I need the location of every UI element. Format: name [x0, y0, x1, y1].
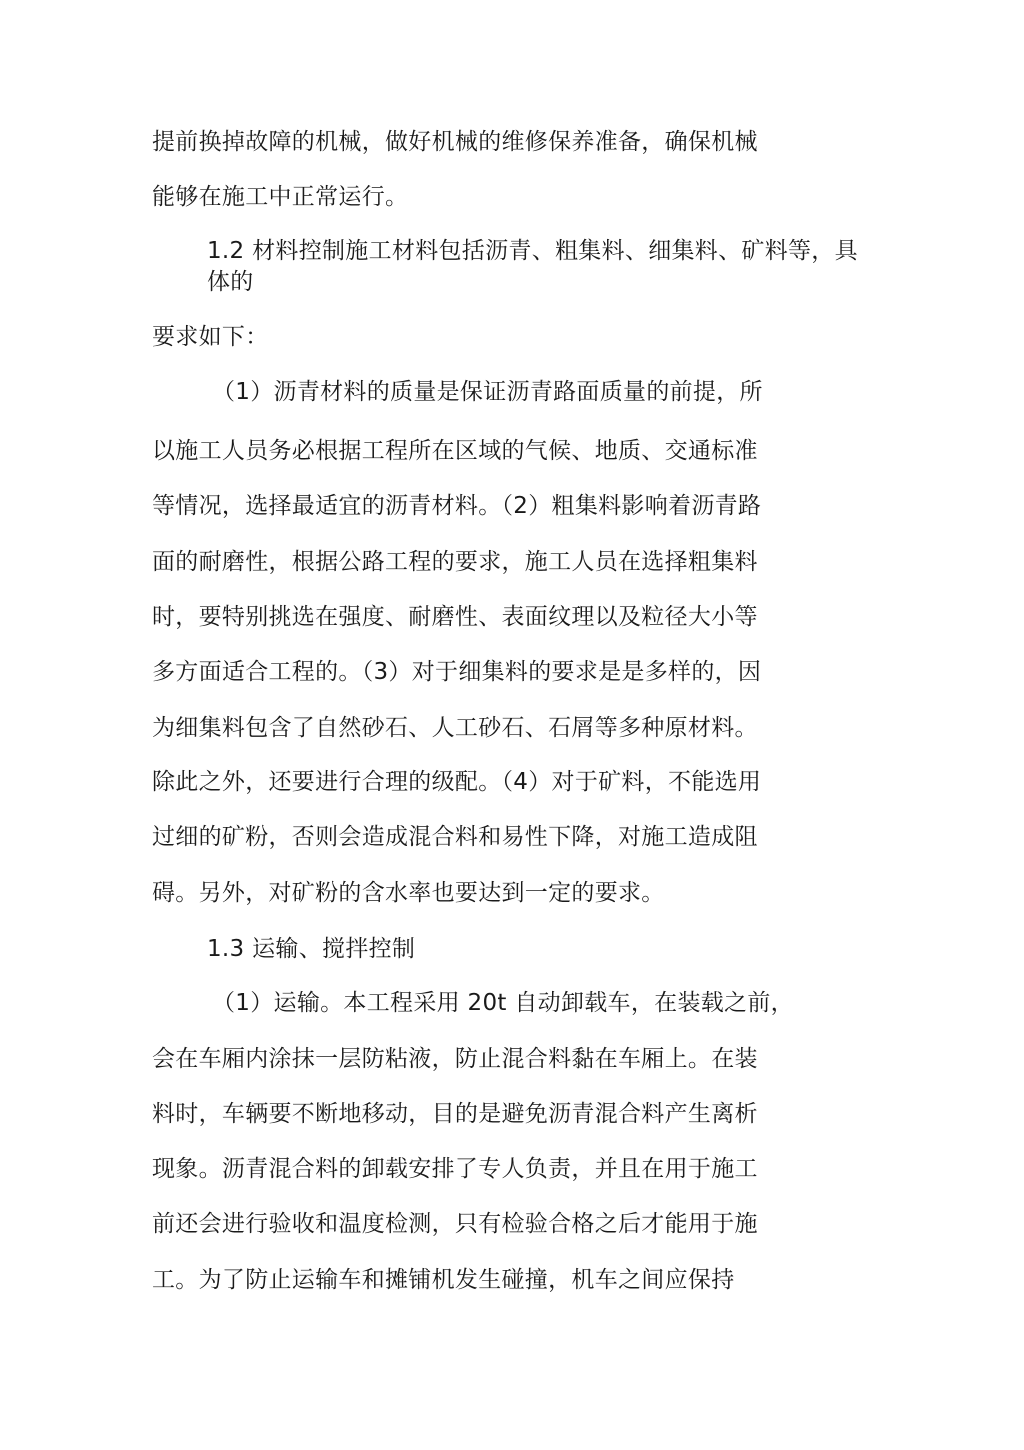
- text-line: 多方面适合工程的。（3）对于细集料的要求是是多样的，因: [152, 659, 762, 685]
- text-line: 料时，车辆要不断地移动，目的是避免沥青混合料产生离析: [152, 1101, 758, 1127]
- section-heading-1-2: 1.2 材料控制施工材料包括沥青、粗集料、细集料、矿料等，具: [207, 238, 858, 264]
- text-line: 工。为了防止运输车和摊铺机发生碰撞，机车之间应保持: [152, 1267, 735, 1293]
- text-line: 体的: [207, 269, 254, 295]
- text-line: 以施工人员务必根据工程所在区域的气候、地质、交通标准: [152, 438, 758, 464]
- text-line: 要求如下：: [152, 324, 269, 350]
- text-line: 为细集料包含了自然砂石、人工砂石、石屑等多种原材料。: [152, 715, 758, 741]
- text-line: （1）运输。本工程采用 20t 自动卸载车，在装载之前，: [212, 990, 794, 1016]
- text-line: 现象。沥青混合料的卸载安排了专人负责，并且在用于施工: [152, 1156, 758, 1182]
- text-line: 前还会进行验收和温度检测，只有检验合格之后才能用于施: [152, 1211, 758, 1237]
- section-heading-1-3: 1.3 运输、搅拌控制: [207, 936, 416, 962]
- text-line: 面的耐磨性，根据公路工程的要求，施工人员在选择粗集料: [152, 549, 758, 575]
- text-line: 能够在施工中正常运行。: [152, 184, 409, 210]
- text-line: 等情况，选择最适宜的沥青材料。（2）粗集料影响着沥青路: [152, 493, 762, 519]
- text-line: 提前换掉故障的机械，做好机械的维修保养准备，确保机械: [152, 129, 758, 155]
- text-line: （1）沥青材料的质量是保证沥青路面质量的前提，所: [212, 379, 763, 405]
- text-line: 碍。另外，对矿粉的含水率也要达到一定的要求。: [152, 880, 665, 906]
- text-line: 会在车厢内涂抹一层防粘液，防止混合料黏在车厢上。在装: [152, 1046, 758, 1072]
- text-line: 时，要特别挑选在强度、耐磨性、表面纹理以及粒径大小等: [152, 604, 758, 630]
- text-line: 过细的矿粉，否则会造成混合料和易性下降，对施工造成阻: [152, 824, 758, 850]
- text-line: 除此之外，还要进行合理的级配。（4）对于矿料，不能选用: [152, 769, 762, 795]
